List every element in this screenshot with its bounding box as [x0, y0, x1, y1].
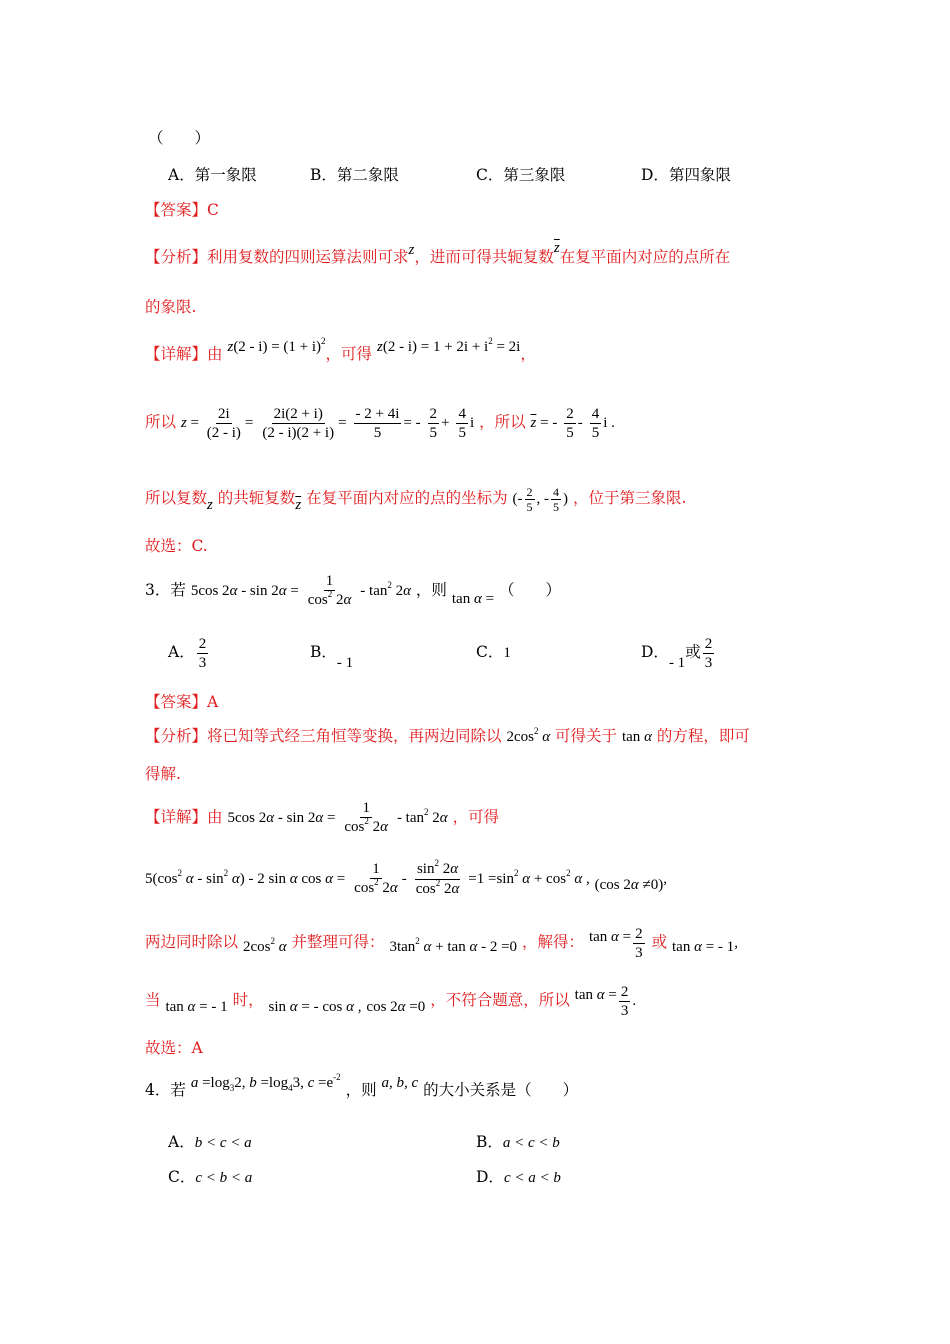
q4-option-c: C．c < b < a — [168, 1168, 253, 1186]
q4-option-b: B．a < c < b — [476, 1133, 560, 1151]
q3-analysis-line2: 得解. — [145, 765, 181, 783]
q3-analysis-line1: 【分析】将已知等式经三角恒等变换，再两边同除以 $2\cos^2$ α 可得关于 tan α 的方程，即可 — [145, 726, 750, 745]
q4-option-a: A．b < c < a — [168, 1133, 252, 1151]
q2-option-a: A．第一象限 — [168, 166, 257, 184]
q3-option-b: B．- 1 — [310, 643, 354, 671]
q3-answer: 【答案】A — [145, 693, 219, 711]
q2-paren: （ ） — [148, 129, 211, 147]
q3-option-d: D．- 1或 $\frac{2}{3}$ — [641, 635, 713, 671]
q3-detail-line1: 【详解】由 5cos 2α - sin 2α = $\frac{1}{\cos^2 2\alpha}$ - $\tan^2 2\alpha$ ，可得 — [145, 800, 500, 835]
q3-detail-line2: $5(\cos^2$ α - $\sin^2 \alpha) - 2$ sin α cos α = $\frac{1}{\cos^2 2\alpha}$ - $\frac{\sin^2 2\alpha}{\cos^2 2\alpha}$ $=1 =\sin^2$ $\alpha + \cos^2 \alpha$ , (cos 2α ≠0), — [145, 857, 667, 897]
q2-detail-line1: 【详解】由 $z(2 - i) = (1 + i)^2$，可得 $z(2 - i) = 1 + 2i + i^2 = 2i$， — [145, 336, 536, 363]
q4-option-d: D．c < a < b — [476, 1168, 561, 1186]
q3-choose: 故选：A — [145, 1039, 203, 1057]
q2-option-c: C．第三象限 — [476, 166, 566, 184]
q3-stem: 3．若 5cos 2α - sin 2α = $\frac{1}{\cos^2 2\alpha}$ - $\tan^2 2\alpha$ ，则 tan α = （ ） — [145, 573, 561, 608]
q3-option-c: C．1 — [476, 643, 511, 661]
q2-analysis-line1: 【分析】利用复数的四则运算法则可求z，进而可得共轭复数$\overline{z}$在复平面内对应的点所在 — [145, 240, 731, 266]
q2-coordinate-line: 所以复数z 的共轭复数$\overline{z}$ 在复平面内对应的点的坐标为 (- $\frac{2}{5}$ , - $\frac{4}{5}$ ) ，位于第三象限. — [145, 484, 687, 514]
q2-answer: 【答案】C — [145, 201, 219, 219]
q4-stem: 4．若 $a =\log_32$, $b =\log_43$, $c =e^{-2}$ ，则 a, b, c 的大小关系是（ ） — [145, 1072, 579, 1099]
q3-when-line: 当 tan α = - 1 时， sin α = - cos α , cos 2α =0 ，不符合题意，所以 tan α = $\frac{2}{3}$ . — [145, 983, 637, 1019]
q2-detail-line2: 所以 z = $\frac{2i}{(2 - i)}$ = $\frac{2i(2 + i)}{(2 - i)(2 + i)}$ = $\frac{- 2 + 4i}{5}$ = - $\frac{2}{5}$ + $\frac{4}{5}$ i ，所以 $\overline{z}$ = - $\frac{2}{5}$ - $\frac{4}{5}$ i . — [145, 405, 615, 441]
q3-divide-line: 两边同时除以 $2\cos^2$ α 并整理可得： $3\tan^2$ α + tan α - 2 =0 ，解得： tan α = $\frac{2}{3}$ 或 tan α = - 1, — [145, 925, 738, 961]
q2-analysis-line2: 的象限. — [145, 298, 197, 316]
q2-choose: 故选：C. — [145, 537, 208, 555]
q3-option-a: A． $\frac{2}{3}$ — [168, 635, 207, 671]
q2-option-b: B．第二象限 — [310, 166, 399, 184]
q2-option-d: D．第四象限 — [641, 166, 731, 184]
